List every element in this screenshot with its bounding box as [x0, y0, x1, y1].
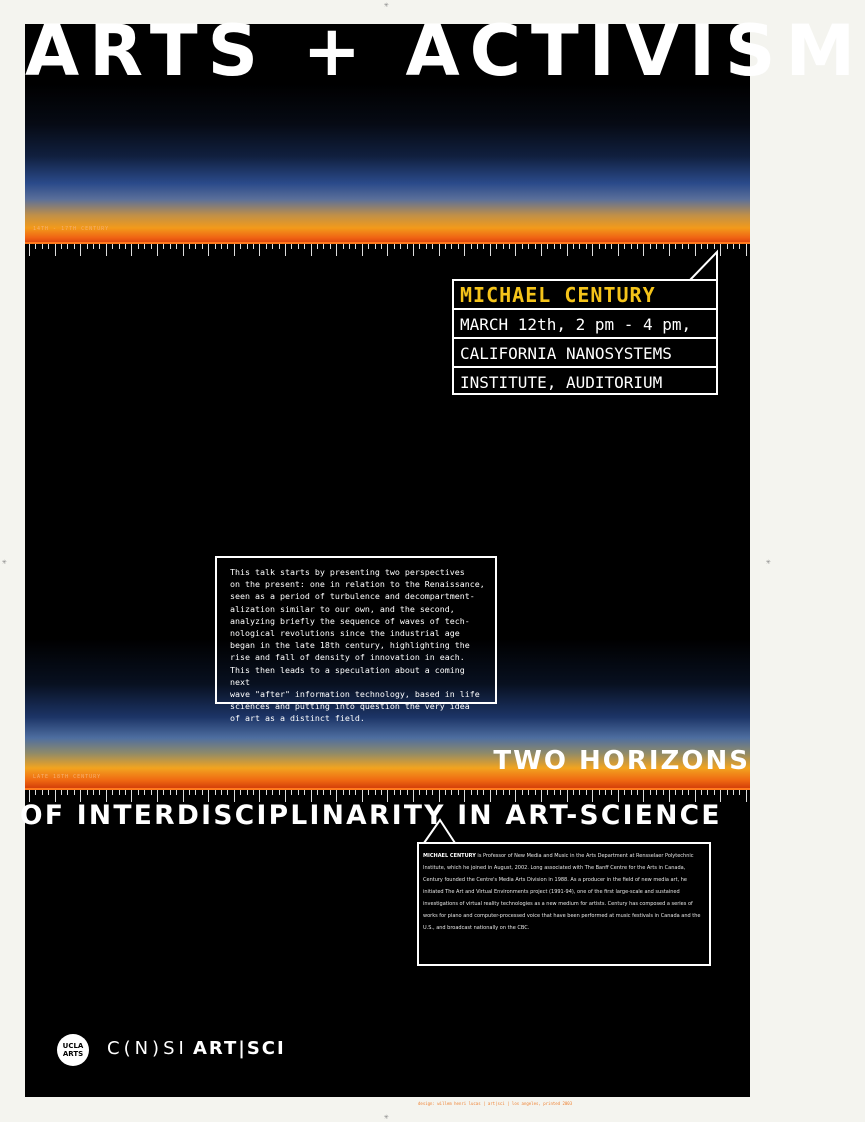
tick-mark: [125, 790, 126, 795]
tick-mark: [247, 790, 248, 795]
tick-mark: [349, 790, 350, 795]
tick-mark: [407, 790, 408, 795]
tick-mark: [93, 790, 94, 795]
tick-mark: [586, 790, 587, 795]
tick-mark: [291, 790, 292, 795]
tick-mark: [355, 790, 356, 795]
bio-name: MICHAEL CENTURY: [423, 853, 476, 859]
subtitle-line1: TWO HORIZONS: [493, 746, 750, 776]
era-label-top: 14TH - 17TH CENTURY: [33, 226, 110, 232]
tick-mark: [656, 790, 657, 795]
tick-mark: [663, 790, 664, 795]
tick-mark: [375, 790, 376, 795]
tick-mark: [509, 790, 510, 795]
tick-mark: [675, 790, 676, 795]
tick-mark: [458, 790, 459, 795]
registration-mark-right: ✳: [766, 557, 771, 566]
tick-mark: [637, 790, 638, 795]
tick-mark: [477, 790, 478, 795]
tick-mark: [688, 790, 689, 795]
tick-mark: [605, 790, 606, 795]
tick-mark: [163, 790, 164, 795]
tick-mark: [253, 790, 254, 795]
tick-mark: [535, 790, 536, 795]
artsci-logo: ART|SCI: [193, 1038, 286, 1059]
speaker-name: MICHAEL CENTURY: [454, 281, 716, 310]
tick-mark: [394, 790, 395, 795]
tick-mark: [215, 790, 216, 795]
tick-mark: [138, 790, 139, 795]
tick-mark: [304, 790, 305, 795]
tick-mark: [189, 790, 190, 795]
tick-mark: [368, 790, 369, 795]
tick-mark: [419, 790, 420, 795]
tick-mark: [48, 790, 49, 795]
tick-mark: [170, 790, 171, 795]
tick-mark: [221, 790, 222, 795]
tick-mark: [739, 790, 740, 795]
tick-mark: [195, 790, 196, 795]
tick-mark: [202, 790, 203, 795]
tick-mark: [682, 790, 683, 795]
tick-mark: [176, 790, 177, 795]
poster-title: ARTS + ACTIVISM: [25, 10, 865, 92]
ucla-arts-logo: UCLA ARTS: [57, 1034, 89, 1066]
tick-mark: [35, 790, 36, 795]
tick-mark: [426, 790, 427, 795]
tick-mark: [266, 790, 267, 795]
tick-mark: [343, 790, 344, 795]
tick-mark: [624, 790, 625, 795]
tick-mark: [445, 790, 446, 795]
tick-mark: [381, 790, 382, 795]
tick-mark: [528, 790, 529, 795]
tick-mark: [707, 790, 708, 795]
tick-mark: [240, 790, 241, 795]
registration-mark-top: ✳: [384, 0, 389, 9]
bio-text: is Professor of New Media and Music in the Arts Department at Rensselaer Polytechnic Institute, which he joined in August, 2002. Long associated with The Banff Centre for the Arts in Canada, Century founded the Centre's Media Arts Division in 1988. As a producer in the field of new media art, he initiated The Art and Virtual Environments project (1991-94), one of the first large-scale and sustained investigations of virtual reality technologies as a new medium for artists. Century has composed a series of works for piano and computer-processed voice that have been performed at music festivals in Canada and the U.S., and broadcast nationally on the CBC.: [423, 853, 701, 931]
speaker-bio: [417, 842, 711, 966]
tick-mark: [714, 790, 715, 795]
tick-mark: [432, 790, 433, 795]
tick-mark: [451, 790, 452, 795]
event-venue-line2: INSTITUTE, AUDITORIUM: [460, 373, 663, 392]
tick-mark: [599, 790, 600, 795]
era-label-bottom: LATE 18TH CENTURY: [33, 774, 102, 780]
tick-mark: [227, 790, 228, 795]
tick-mark: [503, 790, 504, 795]
tick-mark: [496, 790, 497, 795]
tick-mark: [67, 790, 68, 795]
tick-mark: [99, 790, 100, 795]
tick-mark: [483, 790, 484, 795]
tick-mark: [144, 790, 145, 795]
poster: [20, 10, 865, 1097]
event-venue-line1: CALIFORNIA NANOSYSTEMS: [454, 339, 716, 368]
tick-mark: [471, 790, 472, 795]
event-info-box: [452, 279, 718, 395]
talk-abstract: This talk starts by presenting two perspectives on the present: one in relation to the Renaissance, seen as a period of turbulence and decompartment- alization similar to our own, and the second, analyzing briefly the sequence of waves of tech- nological revolutions since the industrial age began in the late 18th century, highlighting the rise and fall of density of innovation in each. This then leads to a speculation about a coming next wave "after" information technology, based in life sciences and putting into question the very idea of art as a distinct field.: [215, 556, 497, 704]
tick-mark: [272, 790, 273, 795]
tick-mark: [727, 790, 728, 795]
tick-mark: [701, 790, 702, 795]
tick-mark: [573, 790, 574, 795]
event-date-time: MARCH 12th, 2 pm - 4 pm,: [454, 310, 716, 339]
tick-mark: [279, 790, 280, 795]
tick-mark: [522, 790, 523, 795]
tick-mark: [112, 790, 113, 795]
tick-mark: [611, 790, 612, 795]
tick-mark: [61, 790, 62, 795]
tick-mark: [298, 790, 299, 795]
tick-mark: [323, 790, 324, 795]
cnsi-logo: C(N)SI: [107, 1038, 188, 1059]
tick-mark: [733, 790, 734, 795]
tick-mark: [554, 790, 555, 795]
infobox-pointer: [690, 252, 717, 280]
tick-mark: [119, 790, 120, 795]
registration-mark-left: ✳: [2, 557, 7, 566]
tick-mark: [151, 790, 152, 795]
design-credit: design: willem henri lucas | art|sci | los angeles, printed 2003: [418, 1101, 573, 1106]
tick-mark: [631, 790, 632, 795]
subtitle-line2: OF INTERDISCIPLINARITY IN ART-SCIENCE: [20, 800, 722, 831]
tick-mark: [579, 790, 580, 795]
registration-mark-bottom: ✳: [384, 1112, 389, 1121]
tick-mark: [330, 790, 331, 795]
tick-mark: [560, 790, 561, 795]
tick-mark: [74, 790, 75, 795]
tick-mark: [42, 790, 43, 795]
tick-mark: [650, 790, 651, 795]
tick-mark: [547, 790, 548, 795]
tick-mark: [317, 790, 318, 795]
tick-mark: [87, 790, 88, 795]
tick-mark: [400, 790, 401, 795]
